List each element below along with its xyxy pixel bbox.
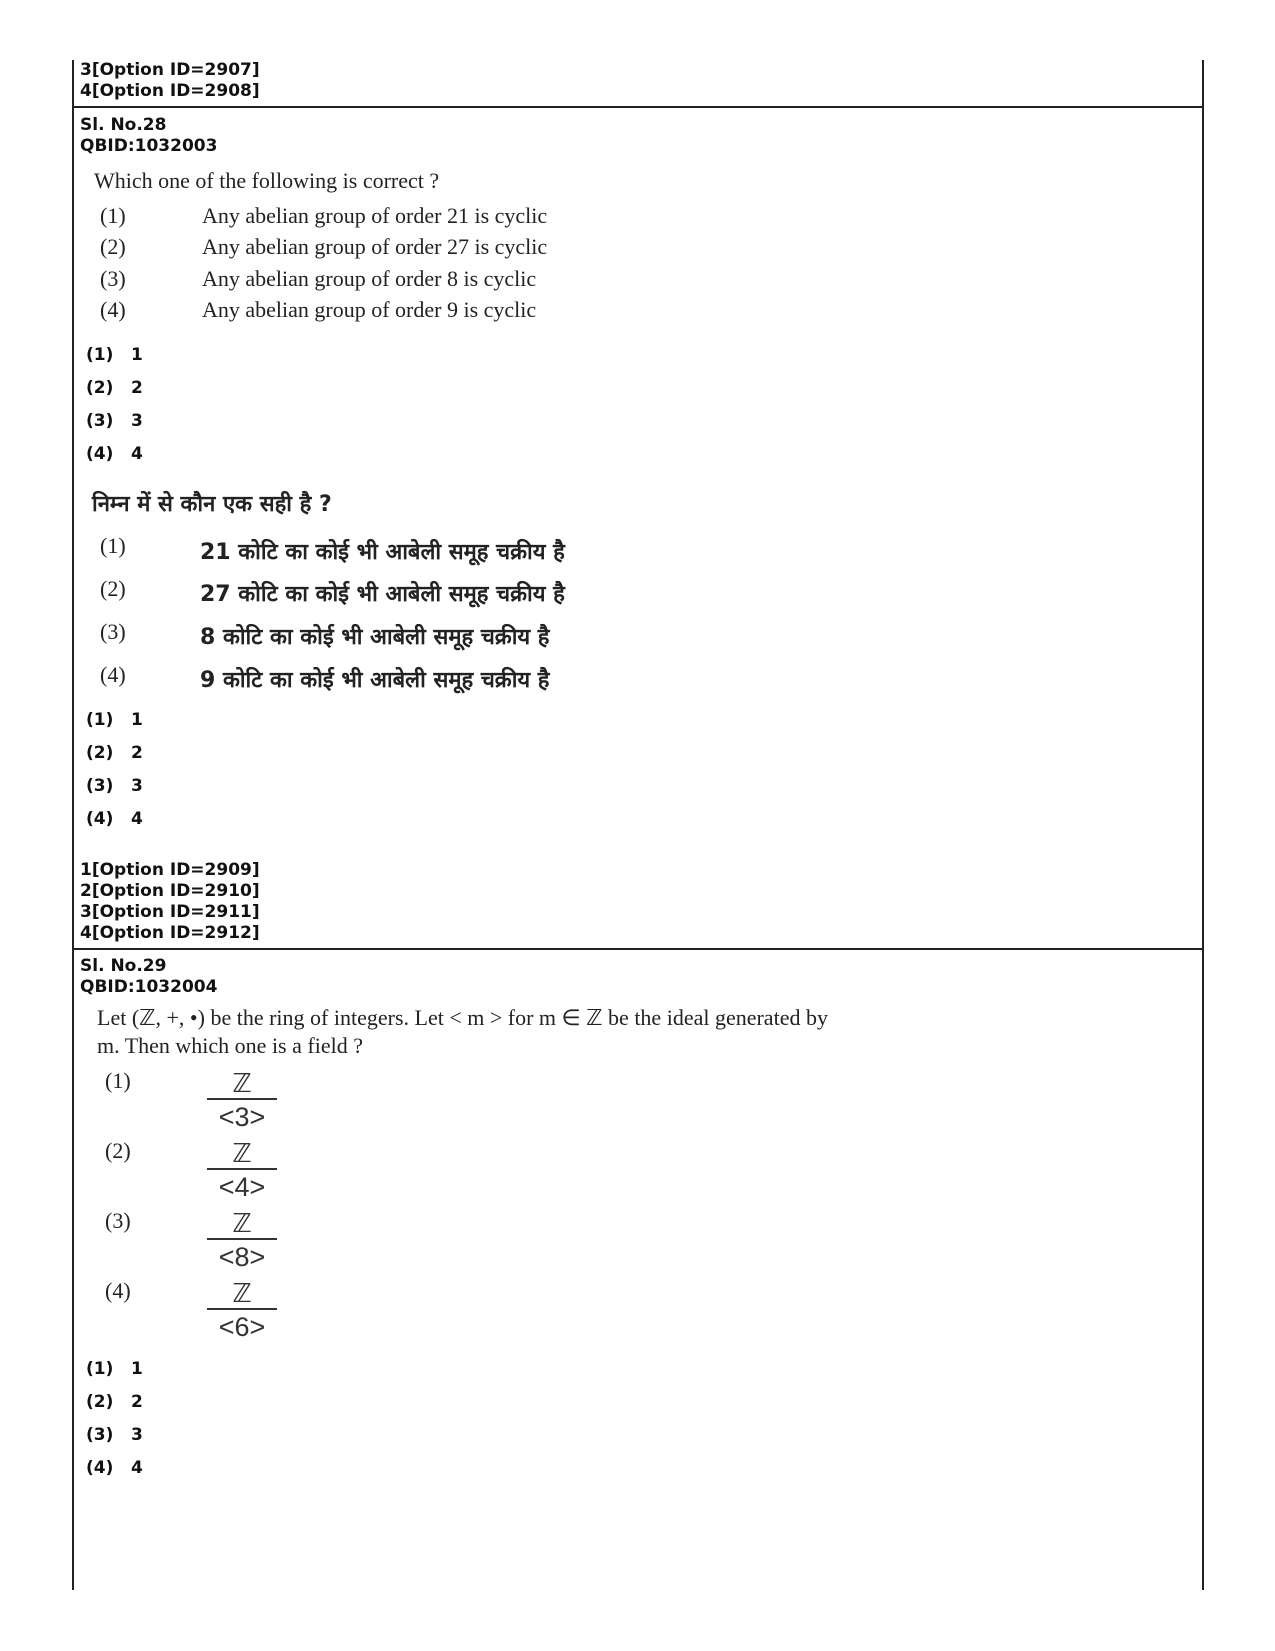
- choice-text: Any abelian group of order 27 is cyclic: [202, 234, 548, 259]
- answer-option[interactable]: [86, 1458, 143, 1478]
- fraction-choice: [207, 1138, 277, 1204]
- question-text-en: Which one of the following is correct ?: [94, 168, 440, 193]
- fraction-numerator: ℤ: [232, 1278, 252, 1308]
- answer-number: (3): [86, 776, 114, 796]
- option-id-line: 3[Option ID=2907]: [80, 60, 260, 80]
- choice-text: Any abelian group of order 8 is cyclic: [202, 266, 537, 291]
- option-id-line: 1[Option ID=2909]: [80, 860, 260, 880]
- answer-option[interactable]: [86, 710, 143, 730]
- answer-number: (4): [86, 444, 114, 464]
- fraction-denominator: <3>: [218, 1102, 266, 1132]
- fraction-numerator: ℤ: [232, 1138, 252, 1168]
- answer-value: 3: [131, 1425, 143, 1445]
- question-text-hi: निम्न में से कौन एक सही है ?: [92, 492, 332, 517]
- answer-number: (1): [86, 710, 114, 730]
- section-divider: [72, 948, 1204, 950]
- choice-number: (2): [100, 576, 126, 601]
- fraction-denominator: <8>: [218, 1242, 266, 1272]
- answer-value: 3: [131, 776, 143, 796]
- answer-option[interactable]: [86, 378, 143, 398]
- answer-number: (2): [86, 1392, 114, 1412]
- section-divider: [72, 106, 1204, 108]
- answer-number: (3): [86, 1425, 114, 1445]
- fraction-choice: [207, 1278, 277, 1344]
- choice-text-hi: 9 कोटि का कोई भी आबेली समूह चक्रीय है: [200, 668, 550, 693]
- answer-value: 1: [131, 1359, 143, 1379]
- option-id-line: 2[Option ID=2910]: [80, 881, 260, 901]
- choice-number: (1): [100, 533, 126, 558]
- answer-option[interactable]: [86, 1425, 143, 1445]
- fraction-choice: [207, 1068, 277, 1134]
- question-text-line2: m. Then which one is a field ?: [97, 1033, 363, 1058]
- choice-text: Any abelian group of order 9 is cyclic: [202, 297, 537, 322]
- choice-number: (1): [100, 203, 126, 228]
- answer-value: 4: [131, 444, 143, 464]
- answer-option[interactable]: [86, 345, 143, 365]
- serial-number: Sl. No.29: [80, 956, 167, 976]
- answer-value: 3: [131, 411, 143, 431]
- option-id-line: 4[Option ID=2912]: [80, 923, 260, 943]
- choice-number: (3): [100, 619, 126, 644]
- fraction-numerator: ℤ: [232, 1068, 252, 1098]
- fraction-denominator: <4>: [218, 1172, 266, 1202]
- qbid: QBID:1032003: [80, 136, 218, 156]
- answer-number: (1): [86, 345, 114, 365]
- choice-number: (2): [105, 1138, 131, 1163]
- answer-value: 2: [131, 1392, 143, 1412]
- answer-number: (4): [86, 1458, 114, 1478]
- answer-number: (2): [86, 743, 114, 763]
- choice-number: (3): [100, 266, 126, 291]
- answer-number: (3): [86, 411, 114, 431]
- option-id-line: 3[Option ID=2911]: [80, 902, 260, 922]
- choice-number: (2): [100, 234, 126, 259]
- answer-option[interactable]: [86, 743, 143, 763]
- choice-number: (3): [105, 1208, 131, 1233]
- fraction-choice: [207, 1208, 277, 1274]
- choice-number: (4): [105, 1278, 131, 1303]
- answer-value: 4: [131, 1458, 143, 1478]
- answer-value: 2: [131, 378, 143, 398]
- option-id-line: 4[Option ID=2908]: [80, 81, 260, 101]
- answer-option[interactable]: [86, 444, 143, 464]
- answer-number: (1): [86, 1359, 114, 1379]
- question-text-line1: Let (ℤ, +, •) be the ring of integers. Let < m > for m ∈ ℤ be the ideal generated by: [97, 1005, 828, 1030]
- answer-number: (2): [86, 378, 114, 398]
- answer-option[interactable]: [86, 776, 143, 796]
- choice-text-hi: 27 कोटि का कोई भी आबेली समूह चक्रीय है: [200, 582, 565, 607]
- answer-option[interactable]: [86, 1359, 143, 1379]
- choice-text-hi: 8 कोटि का कोई भी आबेली समूह चक्रीय है: [200, 625, 550, 650]
- choice-number: (4): [100, 297, 126, 322]
- answer-option[interactable]: [86, 1392, 143, 1412]
- fraction-denominator: <6>: [218, 1312, 266, 1342]
- answer-value: 1: [131, 345, 143, 365]
- answer-option[interactable]: [86, 411, 143, 431]
- choice-text-hi: 21 कोटि का कोई भी आबेली समूह चक्रीय है: [200, 540, 565, 565]
- choice-text: Any abelian group of order 21 is cyclic: [202, 203, 548, 228]
- answer-number: (4): [86, 809, 114, 829]
- choice-number: (4): [100, 662, 126, 687]
- fraction-numerator: ℤ: [232, 1208, 252, 1238]
- answer-value: 1: [131, 710, 143, 730]
- qbid: QBID:1032004: [80, 977, 218, 997]
- answer-option[interactable]: [86, 809, 143, 829]
- choice-number: (1): [105, 1068, 131, 1093]
- serial-number: Sl. No.28: [80, 115, 167, 135]
- answer-value: 4: [131, 809, 143, 829]
- answer-value: 2: [131, 743, 143, 763]
